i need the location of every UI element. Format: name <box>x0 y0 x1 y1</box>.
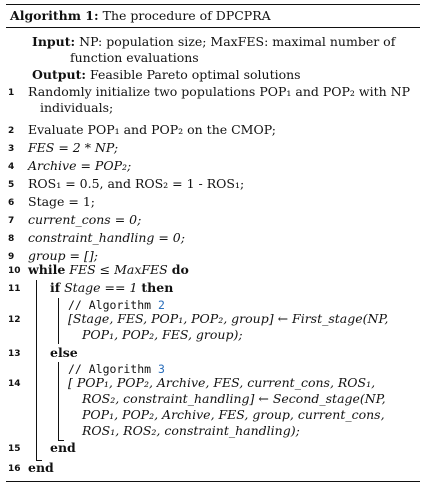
step-14: [ POP₁, POP₂, Archive, FES, current_cons, ROS₁, <box>68 375 376 390</box>
algorithm-box <box>6 4 420 482</box>
line-number-11: 11 <box>8 284 21 294</box>
if-block-bar <box>58 298 59 344</box>
output-line <box>32 67 301 83</box>
step-1-cont: individuals; <box>40 100 114 115</box>
line-number-10: 10 <box>8 266 21 276</box>
else-keyword: else <box>50 345 78 360</box>
step-2: Evaluate POP₁ and POP₂ on the CMOP; <box>28 122 276 137</box>
output-text: Feasible Pareto optimal solutions <box>89 67 301 82</box>
caption-rule <box>6 27 420 28</box>
line-number-13: 13 <box>8 349 21 359</box>
line-number-5: 5 <box>8 180 15 190</box>
input-line-2 <box>70 50 199 66</box>
line-number-4: 4 <box>8 162 15 172</box>
then-keyword: then <box>141 280 174 295</box>
end-while-keyword: end <box>28 460 54 475</box>
step-3: FES = 2 * NP; <box>28 140 119 155</box>
algorithm-3-link[interactable]: 3 <box>158 362 165 376</box>
input-text-1: NP: population size; MaxFES: maximal number of <box>79 34 396 49</box>
if-condition: Stage == 1 <box>60 280 142 295</box>
line-number-15: 15 <box>8 444 21 454</box>
step-6: Stage = 1; <box>28 194 96 209</box>
line-number-3: 3 <box>8 144 15 154</box>
step-9: group = []; <box>28 248 98 263</box>
line-number-6: 6 <box>8 198 15 208</box>
comment-text-2: // Algorithm <box>68 298 159 312</box>
algorithm-title: The procedure of DPCPRA <box>102 8 271 23</box>
line-number-1: 1 <box>8 88 15 98</box>
while-condition: FES ≤ MaxFES <box>65 262 172 277</box>
step-12: [Stage, FES, POP₁, POP₂, group] ← First_stage(NP, <box>68 311 389 326</box>
input-label: Input: <box>32 34 76 49</box>
step-11 <box>50 280 173 296</box>
step-7: current_cons = 0; <box>28 212 142 227</box>
line-number-9: 9 <box>8 252 15 262</box>
end-if-keyword: end <box>50 440 76 455</box>
line-number-12: 12 <box>8 315 21 325</box>
line-number-7: 7 <box>8 216 15 226</box>
step-12-cont: POP₁, POP₂, FES, group); <box>82 327 243 342</box>
else-block-bar <box>58 362 59 440</box>
line-number-8: 8 <box>8 234 15 244</box>
step-14-cont-2: POP₁, POP₂, Archive, FES, group, current_cons, <box>82 407 385 422</box>
line-number-16: 16 <box>8 464 21 474</box>
step-1: Randomly initialize two populations POP₁ and POP₂ with NP <box>28 84 411 99</box>
do-keyword: do <box>171 262 189 277</box>
input-line <box>32 34 395 50</box>
output-label: Output: <box>32 67 86 82</box>
if-keyword: if <box>50 280 61 295</box>
step-10 <box>28 262 189 278</box>
bottom-rule <box>6 481 420 482</box>
step-14-cont-3: ROS₁, ROS₂, constraint_handling); <box>82 423 300 438</box>
step-8: constraint_handling = 0; <box>28 230 185 245</box>
line-number-2: 2 <box>8 126 15 136</box>
step-14-cont-1: ROS₂, constraint_handling] ← Second_stage(NP, <box>82 391 386 406</box>
line-number-14: 14 <box>8 379 21 389</box>
algorithm-label: Algorithm 1: <box>10 8 99 23</box>
comment-text-3: // Algorithm <box>68 362 159 376</box>
algorithm-2-link[interactable]: 2 <box>158 298 165 312</box>
algorithm-caption <box>10 8 271 23</box>
input-text-2: function evaluations <box>70 50 199 65</box>
top-rule <box>6 4 420 5</box>
step-4: Archive = POP₂; <box>28 158 132 173</box>
while-keyword: while <box>28 262 66 277</box>
step-5: ROS₁ = 0.5, and ROS₂ = 1 - ROS₁; <box>28 176 245 191</box>
while-block-bar <box>36 280 37 460</box>
